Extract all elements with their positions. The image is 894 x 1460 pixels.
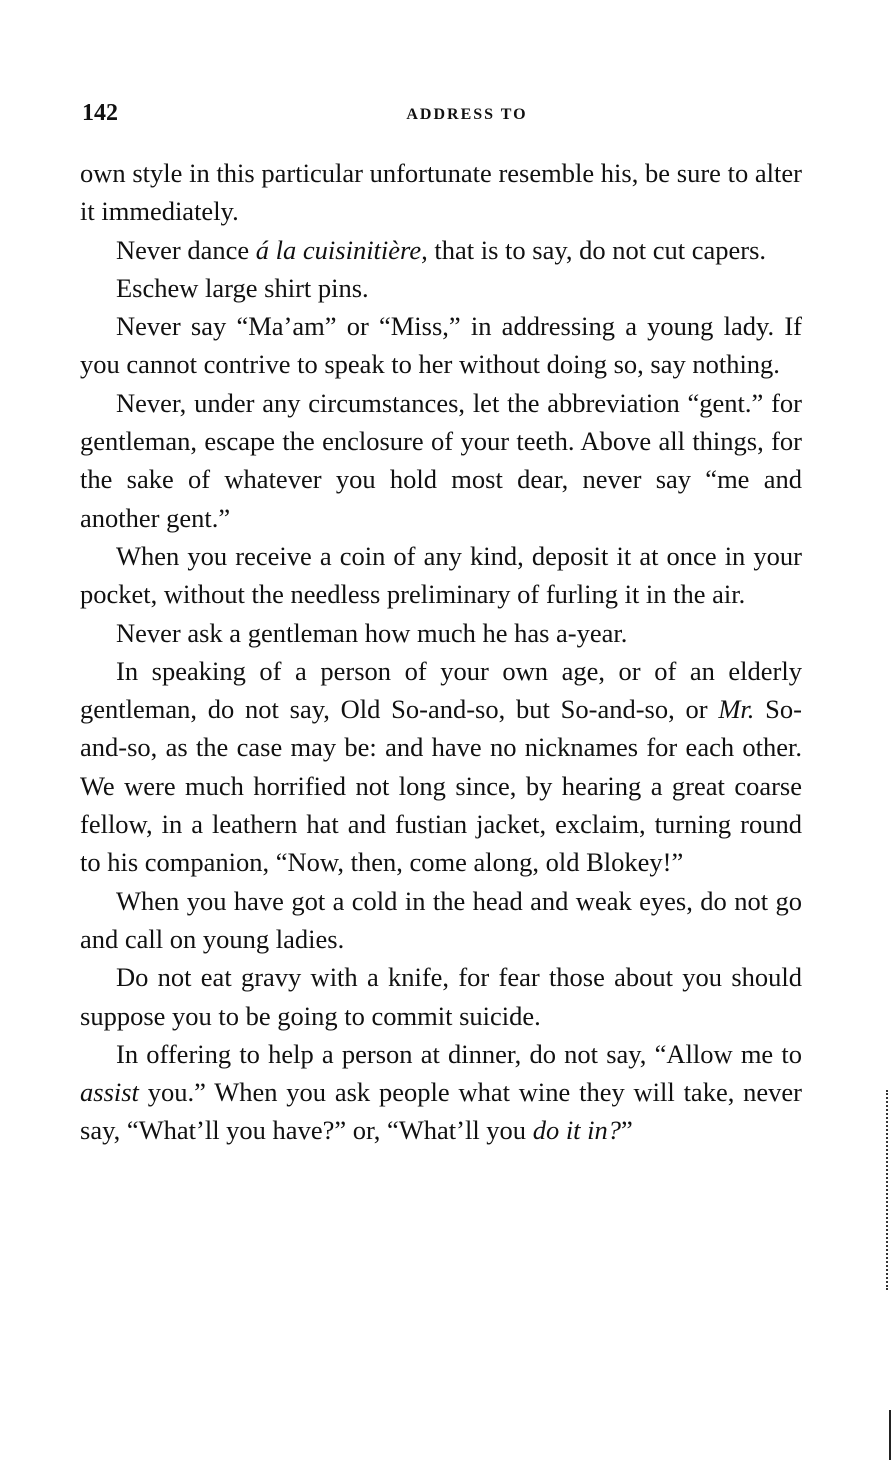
paragraph (80, 958, 802, 1035)
paragraph (80, 154, 802, 231)
text-run: So-and-so, as the case may be: and have no nicknames for each other. We were much horrified not long since, by hearing a great coarse fellow, in a leathern hat and fustian jacket, exclaim, turning round to his companion, “Now, then, come along, old Blokey!” (80, 694, 802, 878)
text-run: In offering to help a person at dinner, do not say, “Allow me to (116, 1038, 802, 1069)
text-run: Never, under any circumstances, let the abbreviation “gent.” for gentleman, escape the enclosure of your teeth. Above all things, for the sake of whatever you hold most dear, never say “me and another gent.” (80, 387, 802, 533)
page-number: 142 (82, 100, 118, 126)
text-run: Never ask a gentleman how much he has a-year. (116, 617, 628, 648)
paragraph (80, 1035, 802, 1150)
text-run: Do not eat gravy with a knife, for fear those about you should suppose you to be going to commit suicide. (80, 962, 802, 1031)
italic-text: á la cuisinitière, (255, 234, 428, 265)
paragraph (80, 269, 802, 307)
page-header (82, 100, 802, 134)
text-run: In speaking of a person of your own age, or of an elderly gentleman, do not say, Old So-and-so, but So-and-so, or (80, 655, 802, 725)
body-text (80, 154, 802, 1150)
italic-text: Mr. (718, 694, 755, 725)
paragraph (80, 652, 802, 882)
paragraph (80, 614, 802, 652)
paragraph (80, 307, 802, 384)
running-head: ADDRESS TO (406, 106, 528, 123)
text-run: ” (621, 1115, 633, 1146)
page-edge-line (889, 1410, 891, 1460)
italic-text: do it in? (532, 1115, 622, 1146)
text-run: Never say “Ma’am” or “Miss,” in addressing a young lady. If you cannot contrive to speak to her without doing so, say nothing. (80, 311, 802, 380)
text-run: Never dance (116, 234, 256, 265)
paragraph (80, 231, 802, 269)
text-run: you.” When you ask people what wine they will take, never say, “What’ll you have?” or, “What’ll you (80, 1077, 802, 1146)
text-run: When you receive a coin of any kind, deposit it at once in your pocket, without the needless preliminary of furling it in the air. (80, 540, 802, 610)
text-run: When you have got a cold in the head and weak eyes, do not go and call on young ladies. (80, 885, 802, 954)
page-edge-mark (886, 1090, 892, 1290)
text-run: own style in this particular unfortunate resemble his, be sure to alter it immediately. (80, 158, 802, 227)
text-run: that is to say, do not cut capers. (427, 234, 767, 265)
paragraph (80, 384, 802, 537)
paragraph (80, 537, 802, 614)
paragraph (80, 882, 802, 959)
text-run: Eschew large shirt pins. (116, 272, 369, 303)
italic-text: assist (80, 1077, 139, 1108)
